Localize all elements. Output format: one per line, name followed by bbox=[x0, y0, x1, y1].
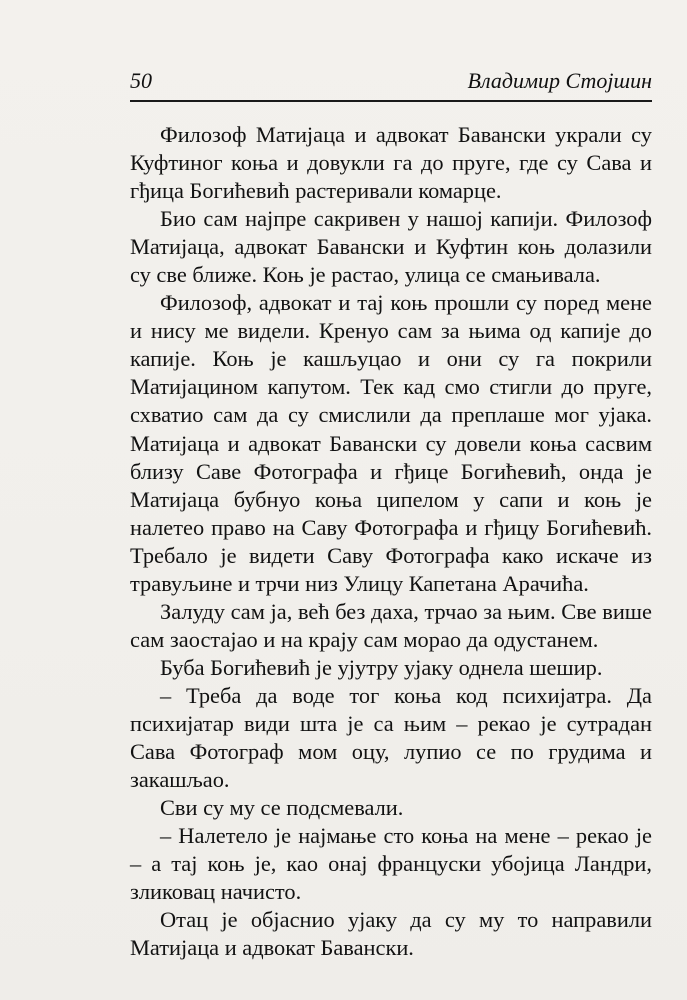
page-header bbox=[130, 66, 652, 102]
page-number: 50 bbox=[130, 68, 152, 93]
paragraph: Сви су му се подсмевали. bbox=[160, 795, 404, 821]
paragraph: Филозоф Матијаца и адвокат Бавански украли су Куфтиног коња и довукли га до пруге, где су Сава и гђица Богићевић растеривали комарце. bbox=[130, 122, 652, 204]
paragraph: Залуду сам ја, већ без даха, трчао за њим. Све више сам заостајао и на крају сам морао да одустанем. bbox=[130, 598, 652, 652]
paragraph: – Налетело је најмање сто коња на мене – рекао је – а тај коњ је, као онај француски убојица Ландри, зликовац начисто. bbox=[130, 823, 652, 905]
paragraph: Филозоф, адвокат и тај коњ прошли су поред мене и нису ме видели. Кренуо сам за њима од капије до капије. Коњ је кашљуцао и они су га покрили Матијацином капутом. Тек кад смо стигли до пруге, схватио сам да су смислили да преплаше мог ујака. Матијаца и адвокат Бавански су довели коња сасвим близу Саве Фотографа и гђице Богићевић, онда је Матијаца бубнуо коња ципелом у сапи и коњ је налетео право на Саву Фотографа и гђицу Богићевић. Требало је видети Саву Фотографа како искаче из травуљине и трчи низ Улицу Капетана Арачића. bbox=[130, 290, 652, 596]
paragraph: Буба Богићевић је ујутру ујаку однела шешир. bbox=[160, 654, 603, 680]
paragraph: – Треба да воде тог коња код психијатра. Да психијатар види шта је са њим – рекао је сутрадан Сава Фотограф мом оцу, лупио се по грудима и закашљао. bbox=[130, 682, 652, 793]
paragraph: Отац је објаснио ујаку да су му то направили Матијаца и адвокат Бавански. bbox=[130, 907, 652, 961]
paragraph: Био сам најпре сакривен у нашој капији. Филозоф Матијаца, адвокат Бавански и Куфтин коњ долазили су све ближе. Коњ је растао, улица се смањивала. bbox=[130, 206, 652, 288]
running-head: Владимир Стојшин bbox=[467, 68, 652, 93]
body-text bbox=[130, 121, 652, 962]
